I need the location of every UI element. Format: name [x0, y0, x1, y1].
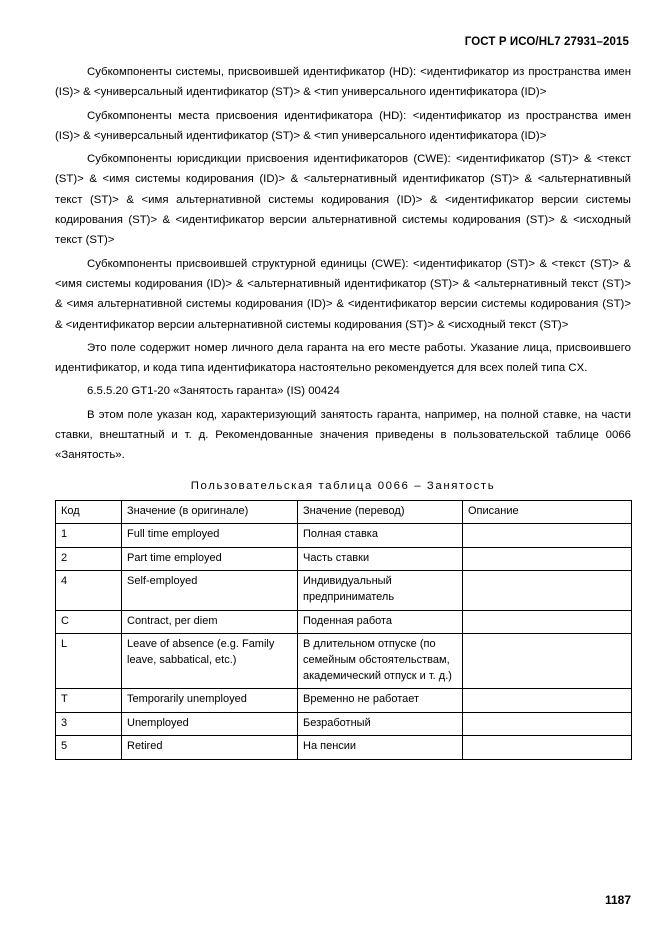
cell-code: 1 [56, 524, 122, 548]
table-row [56, 634, 632, 689]
cell-original: Part time employed [122, 547, 298, 571]
cell-description [463, 689, 632, 713]
table-row [56, 547, 632, 571]
column-header-code: Код [56, 500, 122, 524]
table-row [56, 610, 632, 634]
cell-translation: Безработный [298, 712, 463, 736]
column-header-description: Описание [463, 500, 632, 524]
cell-original: Full time employed [122, 524, 298, 548]
section-heading-6-5-5-20: 6.5.5.20 GT1-20 «Занятость гаранта» (IS) 00424 [87, 385, 340, 398]
cell-code: 5 [56, 736, 122, 760]
cell-translation: В длительном отпуске (по семейным обстоятельствам, академический отпуск и т. д.) [298, 634, 463, 689]
cell-original: Leave of absence (e.g. Family leave, sabbatical, etc.) [122, 634, 298, 689]
cell-original: Temporarily unemployed [122, 689, 298, 713]
paragraph-3: Субкомпоненты юрисдикции присвоения идентификаторов (CWE): <идентификатор (ST)> & <текст (ST)> & <имя системы кодирования (ID)> & <альтернативный идентификатор (ST)> & <альтернативный текст (ST)> & <имя альтернативной системы кодирования (ID)> & <идентификатор версии системы кодирования (ST)> & <идентификатор версии альтернативной системы кодирования (ST)> & <исходный текст (ST)> [55, 153, 631, 247]
cell-description [463, 547, 632, 571]
table-row [56, 736, 632, 760]
cell-translation: Полная ставка [298, 524, 463, 548]
table-caption: Пользовательская таблица 0066 – Занятость [190, 479, 496, 492]
cell-translation: Поденная работа [298, 610, 463, 634]
table-row [56, 712, 632, 736]
page-header: ГОСТ Р ИСО/HL7 27931–2015 [464, 36, 629, 48]
cell-translation: Часть ставки [298, 547, 463, 571]
paragraph-6: В этом поле указан код, характеризующий занятость гаранта, например, на полной ставке, на части ставки, внештатный и т. д. Рекомендованные значения приведены в пользовательской таблице 0066 «Занятость». [55, 408, 631, 462]
column-header-original: Значение (в оригинале) [122, 500, 298, 524]
table-row [56, 689, 632, 713]
cell-code: T [56, 689, 122, 713]
table-header-row [56, 500, 632, 524]
cell-translation: Индивидуальный предприниматель [298, 571, 463, 610]
paragraph-4: Субкомпоненты присвоившей структурной единицы (CWE): <идентификатор (ST)> & <текст (ST)> & <имя системы кодирования (ID)> & <альтернативный идентификатор (ST)> & <альтернативный текст (ST)> & <имя альтернативной системы кодирования (ID)> & <идентификатор версии системы кодирования (ST)> & <идентификатор версии альтернативной системы кодирования (ST)> & <исходный текст (ST)> [55, 257, 631, 331]
cell-code: C [56, 610, 122, 634]
cell-code: L [56, 634, 122, 689]
cell-code: 2 [56, 547, 122, 571]
cell-original: Unemployed [122, 712, 298, 736]
cell-description [463, 712, 632, 736]
cell-original: Retired [122, 736, 298, 760]
employment-table [55, 500, 632, 760]
cell-original: Self-employed [122, 571, 298, 610]
cell-code: 3 [56, 712, 122, 736]
cell-original: Contract, per diem [122, 610, 298, 634]
paragraph-1: Субкомпоненты системы, присвоившей идентификатор (HD): <идентификатор из пространства имен (IS)> & <универсальный идентификатор (ST)> & <тип универсального идентификатора (ID)> [55, 66, 631, 99]
table-row [56, 571, 632, 610]
table-row [56, 524, 632, 548]
paragraph-2: Субкомпоненты места присвоения идентификатора (HD): <идентификатор из пространства имен (IS)> & <универсальный идентификатор (ST)> & <тип универсального идентификатора (ID)> [55, 109, 631, 142]
column-header-translation: Значение (перевод) [298, 500, 463, 524]
cell-translation: Временно не работает [298, 689, 463, 713]
cell-description [463, 736, 632, 760]
cell-description [463, 524, 632, 548]
cell-description [463, 634, 632, 689]
page-number: 1187 [604, 893, 631, 907]
cell-description [463, 610, 632, 634]
cell-translation: На пенсии [298, 736, 463, 760]
cell-description [463, 571, 632, 610]
paragraph-5: Это поле содержит номер личного дела гаранта на его месте работы. Указание лица, присвоившего идентификатор, и кода типа идентификатора настоятельно рекомендуется для всех полей типа CX. [55, 341, 631, 375]
cell-code: 4 [56, 571, 122, 610]
